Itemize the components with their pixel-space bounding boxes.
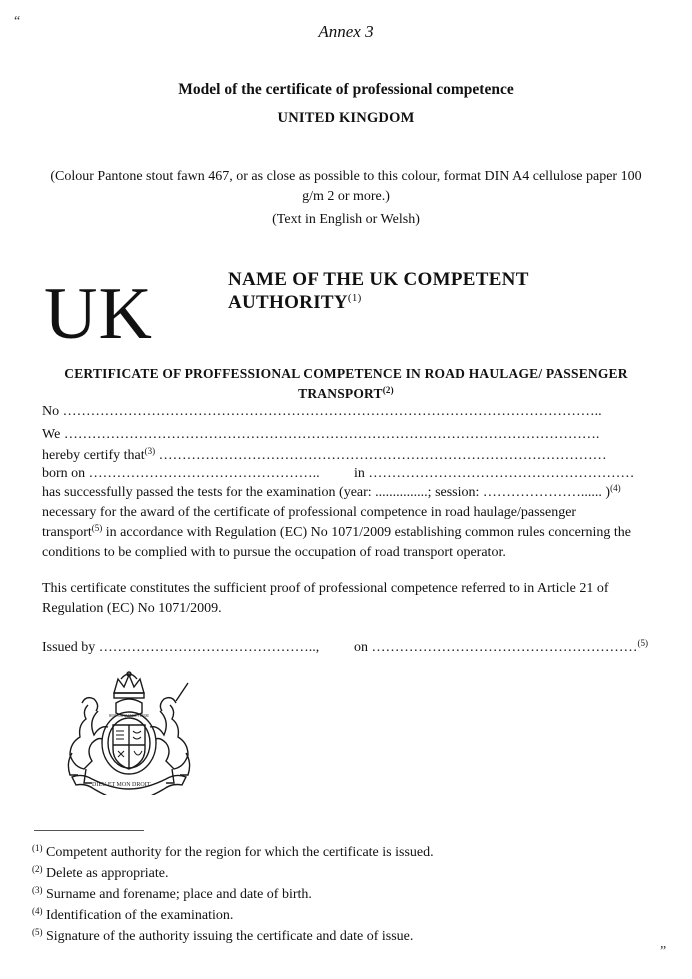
certificate-heading-ref: (2) [382, 385, 394, 395]
crest-motto: DIEU ET MON DROIT [92, 782, 151, 788]
footnote-4-text: Identification of the examination. [46, 908, 234, 923]
footnote-4-ref: (4) [32, 906, 43, 916]
certificate-heading-line-2 [0, 384, 692, 404]
field-we-dots: ……………………………………………………………………………………………………. [63, 427, 600, 442]
footnote-2-ref: (2) [32, 864, 43, 874]
language-note: (Text in English or Welsh) [272, 212, 420, 227]
footnote-3-ref: (3) [32, 885, 43, 895]
exam-line-1-text: has successfully passed the tests for the examination (year: ...............; session: …………………...... ) [42, 485, 611, 500]
exam-line-3a: transport [42, 525, 92, 540]
paper-note [0, 167, 692, 207]
footnotes [32, 842, 434, 947]
footnote-3-text: Surname and forename; place and date of birth. [46, 887, 312, 902]
issued-on-label: on [354, 640, 368, 655]
certificate-heading-line-2-text: TRANSPORT [298, 386, 383, 401]
proof-line-2: Regulation (EC) No 1071/2009. [42, 601, 222, 616]
exam-line-2: necessary for the award of the certificate of professional competence in road haulage/passenger [42, 505, 577, 520]
footnote-2 [32, 863, 434, 884]
crest-garter-motto: HONI SOIT QUI MAL Y PENSE [109, 713, 150, 718]
footnote-5-text: Signature of the authority issuing the certificate and date of issue. [46, 929, 414, 944]
authority-line-2-text: AUTHORITY [228, 292, 348, 313]
field-certify [42, 446, 607, 466]
proof-paragraph [42, 579, 609, 619]
issued-ref-5: (5) [637, 638, 648, 648]
exam-line-1 [42, 483, 631, 503]
field-no-label: No [42, 404, 60, 419]
field-we [42, 425, 599, 445]
footnote-2-text: Delete as appropriate. [46, 866, 169, 881]
authority-name [228, 268, 529, 314]
issued-by [42, 638, 319, 658]
field-no-dots: …………………………………………………………………………………………………….. [62, 404, 602, 419]
exam-paragraph [42, 483, 631, 563]
footnote-3 [32, 884, 434, 905]
field-we-label: We [42, 427, 61, 442]
footnote-divider [34, 830, 144, 831]
issued-by-label: Issued by [42, 640, 96, 655]
royal-coat-of-arms [58, 665, 200, 795]
annex-label: Annex 3 [318, 22, 374, 41]
field-born-dots: ………………………………………….. [88, 466, 320, 481]
footnote-5 [32, 926, 434, 947]
opening-quote-mark: “ [14, 14, 21, 29]
footnote-1-ref: (1) [32, 843, 43, 853]
exam-ref-4: (4) [610, 483, 621, 493]
field-in [354, 464, 634, 484]
field-in-label: in [354, 466, 365, 481]
certificate-heading [0, 364, 692, 404]
footnote-4 [32, 905, 434, 926]
exam-line-3 [42, 523, 631, 543]
footnote-1 [32, 842, 434, 863]
field-certify-dots: …………………………………………………………………………………… [158, 448, 607, 463]
field-born [42, 464, 320, 484]
footnote-5-ref: (5) [32, 927, 43, 937]
field-born-label: born on [42, 466, 86, 481]
field-in-dots: ………………………………………………… [368, 466, 635, 481]
exam-line-3b: in accordance with Regulation (EC) No 1071/2009 establishing common rules concerning the [102, 525, 632, 540]
authority-footnote-ref: (1) [347, 292, 362, 304]
authority-line-1: NAME OF THE UK COMPETENT [228, 269, 529, 290]
proof-line-1: This certificate constitutes the sufficient proof of professional competence referred to in Article 21 of [42, 581, 609, 596]
paper-note-line-2: g/m 2 or more.) [302, 189, 390, 204]
closing-quote-mark: ” [660, 944, 667, 959]
field-no [42, 402, 602, 422]
country-heading: UNITED KINGDOM [277, 110, 415, 126]
authority-line-2 [228, 291, 529, 314]
issued-on-dots: ………………………………………………… [371, 640, 638, 655]
exam-line-4: conditions to be complied with to pursue the occupation of road transport operator. [42, 545, 506, 560]
exam-ref-5: (5) [91, 523, 103, 533]
uk-mark: UK [44, 273, 153, 355]
issued-by-dots: ……………………………………….., [98, 640, 320, 655]
certificate-heading-line-1: CERTIFICATE OF PROFFESSIONAL COMPETENCE IN ROAD HAULAGE/ PASSENGER [64, 366, 628, 381]
footnote-1-text: Competent authority for the region for which the certificate is issued. [46, 845, 434, 860]
issued-on [354, 638, 648, 658]
field-certify-label: hereby certify that [42, 448, 145, 463]
page-title: Model of the certificate of professional competence [178, 81, 514, 98]
paper-note-line-1: (Colour Pantone stout fawn 467, or as close as possible to this colour, format DIN A4 cellulose paper 100 [50, 169, 642, 184]
field-certify-ref: (3) [144, 446, 156, 456]
